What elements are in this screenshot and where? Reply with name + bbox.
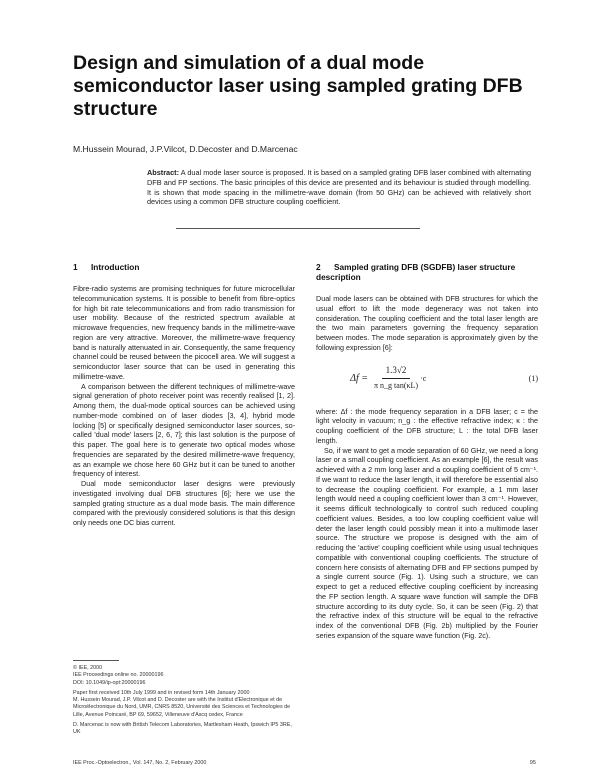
footnote-divider [73, 660, 119, 661]
footnotes [73, 665, 295, 737]
section-2-paragraph: where: Δf : the mode frequency separation in a DFB laser; c = the light velocity in vacuum; n_g : the effective refractive index; κ : the coupling coefficient of the DFB structure; L : the total DFB laser length. [316, 406, 538, 445]
footnote: D. Marcenac is now with British Telecom Laboratories, Martlesham Heath, Ipswich IP5 3RE, UK [73, 722, 292, 736]
intro-paragraph: Fibre-radio systems are promising techniques for future microcellular telecommunication systems. It is possible to benefit from fibre-optics for high bit rate telecommunications and from radio transmission for user mobility. Because of the restricted spectrum available at microwave frequencies, new frequency bands in the millimetre-wave region are very attractive. Moreover, the millimetre-wave frequency band is naturally attenuated in air. Consequently, the same frequency channel could be reused between the picocell area. We will suggest a semiconductor laser source that can be used in generating this millimetre-wave. [73, 284, 295, 381]
footnote: © IEE, 2000 [73, 665, 103, 671]
left-column [73, 262, 295, 528]
equation-fraction [374, 366, 418, 391]
footnote: M. Hussein Mourad, J.P. Vilcot and D. Decoster are with the Institut d'Electronique et de Microélectronique du Nord, UMR, CNRS 8520, Université des Sciences et Technologies de Lille, Avenue Poincaré, BP 69, 59652, Villeneuve d'Ascq cedex, France [73, 697, 291, 718]
section-2-number: 2 [316, 262, 321, 272]
equation-lhs: Δf = [350, 372, 368, 384]
equation-numerator: 1.3√2 [382, 366, 411, 379]
journal-citation: IEE Proc.-Optoelectron., Vol. 147, No. 2, February 2000 [73, 760, 207, 766]
intro-paragraph: Dual mode semiconductor laser designs were previously investigated involving dual DFB structures [6]; here we use the sampled grating structure as a dual mode basis. The main difference compared with the previously considered solutions is that this design only needs one DC bias current. [73, 479, 295, 527]
abstract [147, 168, 531, 207]
right-column [316, 262, 538, 641]
section-1-number: 1 [73, 262, 78, 272]
equation-number: (1) [528, 373, 538, 383]
abstract-label: Abstract: [147, 168, 180, 177]
paper-title: Design and simulation of a dual mode semiconductor laser using sampled grating DFB structure [73, 52, 523, 120]
equation-denominator: π n_g tan(κL) [374, 381, 419, 390]
section-2-heading [316, 262, 538, 282]
abstract-divider [176, 228, 420, 229]
abstract-text: A dual mode laser source is proposed. It is based on a sampled grating DFB laser combined with alternating DFB and FP sections. The basic principles of this device are presented and its behaviour is studied through modelling. It is shown that mode spacing in the millimetre-wave domain (from 50 GHz) can be achieved with relatively short devices using a common DFB structure coupling coefficient. [147, 168, 532, 207]
section-2-paragraph: Dual mode lasers can be obtained with DFB structures for which the usual effort to lift the mode degeneracy was not taken into consideration. The coupling coefficient and the total laser length are the two main parameters governing the frequency separation between modes. The mode separation is approximately given by the following expression [6]: [316, 294, 538, 352]
footnote: DOI: 10.1049/ip-opt:20000196 [73, 679, 146, 686]
equation-tail: ·c [420, 373, 427, 383]
author-list: M.Hussein Mourad, J.P.Vilcot, D.Decoster and D.Marcenac [73, 144, 298, 154]
page-number: 95 [529, 760, 536, 766]
section-1-heading [73, 262, 295, 272]
footnote: IEE Proceedings online no. 20000196 [73, 672, 164, 679]
section-2-paragraph: So, if we want to get a mode separation of 60 GHz, we need a long laser or a small coupling coefficient. As an example [6], the result was achieved with a 2 mm long laser and a coupling coefficient of 5 cm⁻¹. If we want to reduce the laser length, it will therefore be essential also to decrease the coupling coefficient. For example, a 1 mm laser length would need a coupling coefficient lower than 3 cm⁻¹. However, it seems difficult technologically to control such reduced coupling coefficient values. Besides, a too low coupling coefficient value will deter the laser length could possibly mean it into a multimode laser source. The structure we propose is designed with the aim of reducing the 'active' coupling coefficient while using usual techniques compatible with conventional coupling coefficients. The structure of concern here consists of alternating DFB and FP sections pumped by a single current source (Fig. 1). Using such a structure, we can expect to get a reduced effective coupling coefficient by increasing the FP section length. A square wave function will sample the DFB structure according to its duty cycle. So, it can be seen (Fig. 2) that the refractive index of this structure will be equal to the refractive index of the conventional DFB (Fig. 2b) multiplied by the Fourier series expansion of the square wave function (Fig. 2c). [316, 445, 538, 640]
equation-1 [316, 357, 538, 401]
footnote: Paper first received 10th July 1999 and in revised form 14th January 2000 [73, 689, 250, 696]
section-2-title: Sampled grating DFB (SGDFB) laser structure description [316, 262, 516, 282]
intro-paragraph: A comparison between the different techniques of millimetre-wave signal generation of photo receiver point was recently realised [1, 2]. Among them, the dual-mode optical sources can be achieved using number-mode combined on of laser diodes [3, 4], hybrid mode locking [5] or specifically designed semiconductor laser sources, so-called 'dual mode' lasers [2, 6, 7]; this last solution is the purpose of this paper. The goal here is to generate two optical modes whose frequencies are separated by the desired millimetre-wave frequency, as an example we chose here 60 GHz but it can be tuned to another frequency of interest. [73, 381, 295, 479]
section-1-title: Introduction [91, 262, 140, 272]
